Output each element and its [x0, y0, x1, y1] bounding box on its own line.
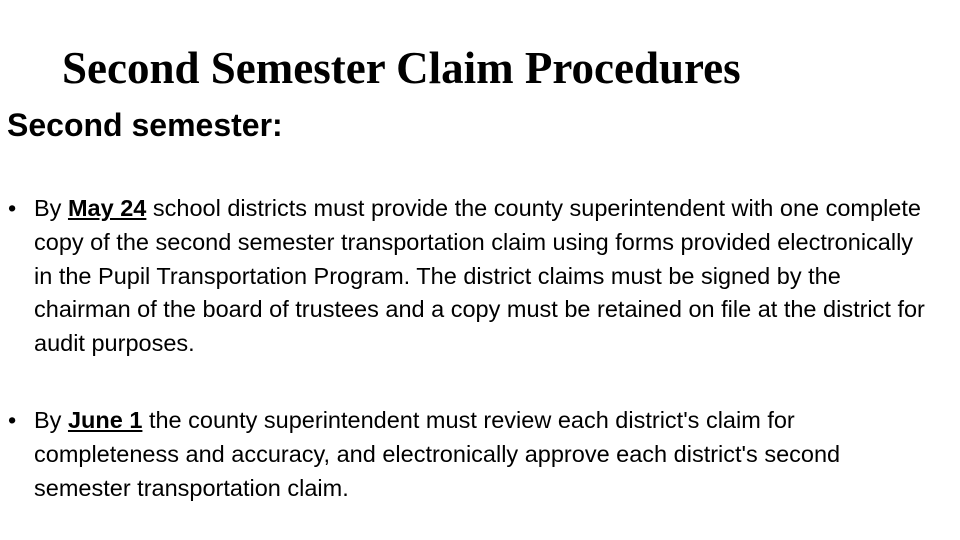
bullet-icon: • — [8, 406, 17, 433]
deadline-date: June 1 — [67, 406, 143, 433]
slide-title: Second Semester Claim Procedures — [62, 43, 741, 93]
bullet-icon: • — [8, 195, 17, 221]
bullet-prefix: By — [34, 406, 68, 433]
bullet-text: school districts must provide the county superintendent with one complete copy of the second semester transportation claim using forms provided electronically in the Pupil Transportation Program. The district claims must be signed by the chairman of the board of trustees and a copy must be retained on file at the district for audit purposes. — [34, 195, 925, 357]
bullet-item-may-24 — [0, 192, 934, 361]
deadline-date: May 24 — [67, 195, 147, 221]
bullet-item-june-1 — [0, 404, 934, 505]
bullet-list — [0, 192, 960, 505]
bullet-prefix: By — [34, 195, 68, 221]
bullet-text: the county superintendent must review each district's claim for completeness and accuracy, and electronically approve each district's second semester transportation claim. — [34, 406, 841, 501]
slide-subtitle: Second semester: — [7, 107, 283, 143]
